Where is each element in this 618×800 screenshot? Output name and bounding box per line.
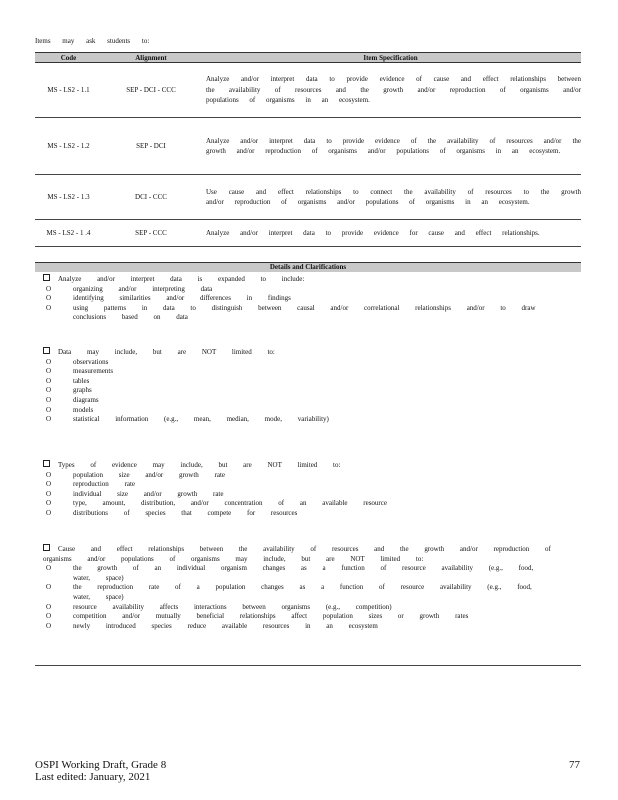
bullet-icon — [43, 274, 50, 281]
list-item: O diagrams — [46, 395, 99, 404]
code-cell: MS - LS2 - 1.2 — [35, 118, 102, 175]
intro-text: Items may ask students to: — [35, 37, 150, 45]
spec-cell: Analyze and/or interpret data to provide evidence of cause and effect relationships between the availability of resources and the growth and/or reproduction of organisms and/or populations of organisms in an ecosystem. — [206, 75, 581, 105]
list-item: O type, amount, distribution, and/or concentration of an available resource — [46, 499, 387, 508]
table-row — [35, 220, 581, 247]
spec-header: Item Specification — [200, 53, 581, 63]
list-item: O population size and/or growth rate — [46, 470, 226, 479]
data-section — [43, 347, 563, 425]
details-header: Details and Clarifications — [35, 262, 581, 272]
cause-effect-section — [43, 544, 563, 631]
list-item: O newly introduced species reduce available resources in an ecosystem — [46, 621, 378, 630]
list-item: O resource availability affects interactions between organisms (e.g., competition) — [46, 602, 392, 611]
footer — [35, 759, 166, 783]
alignment-cell: DCI - CCC — [102, 175, 200, 220]
list-item: O measurements — [46, 367, 114, 376]
list-item: O reproduction rate — [46, 480, 136, 489]
spec-cell: Analyze and/or interpret data to provide evidence of the availability of resources and/or the growth and/or reproduction of organisms and/or populations of organisms in an ecosystem. — [206, 136, 581, 155]
list-item: O using patterns in data to distinguish between causal and/or correlational relationships and/or to draw conclusions based on data — [46, 303, 536, 322]
spec-cell: Use cause and effect relationships to connect the availability of resources to the growth and/or reproduction of organisms and/or populations of organisms in an ecosystem. — [206, 187, 581, 206]
bullet-icon — [43, 460, 50, 467]
evidence-section — [43, 460, 563, 519]
code-cell: MS - LS2 - 1.1 — [35, 63, 102, 118]
alignment-cell: SEP - CCC — [102, 220, 200, 247]
list-item: O the growth of an individual organism changes as a function of resource availability (e.g., food, water, space) — [46, 564, 534, 582]
page-number: 77 — [569, 759, 580, 771]
spec-cell: Analyze and/or interpret data to provide evidence for cause and effect relationships. — [206, 228, 540, 237]
list-item: O observations — [46, 357, 109, 366]
footer-edited: Last edited: January, 2021 — [35, 771, 151, 783]
table-header-row — [35, 53, 581, 63]
section-lead: Data may include, but are NOT limited to: — [58, 348, 275, 356]
code-header: Code — [35, 53, 102, 63]
bullet-icon — [43, 544, 50, 551]
list-item: O individual size and/or growth rate — [46, 489, 224, 498]
code-cell: MS - LS2 - 1.3 — [35, 175, 102, 220]
list-item: O distributions of species that compete for resources — [46, 508, 298, 517]
analyze-section — [43, 274, 563, 323]
table-row — [35, 118, 581, 175]
list-item: O the reproduction rate of a population changes as a function of resource availability (e.g., food, water, space) — [46, 583, 532, 601]
table-row — [35, 175, 581, 220]
alignment-cell: SEP - DCI - CCC — [102, 63, 200, 118]
code-cell: MS - LS2 - 1 .4 — [35, 220, 102, 247]
bottom-rule — [35, 665, 581, 666]
bullet-icon — [43, 347, 50, 354]
footer-title: OSPI Working Draft, Grade 8 — [35, 759, 167, 771]
list-item: O statistical information (e.g., mean, median, mode, variability) — [46, 415, 329, 424]
item-specification-table — [35, 52, 581, 247]
list-item: O competition and/or mutually beneficial relationships affect population sizes or growth rates — [46, 612, 469, 621]
section-lead: Cause and effect relationships between the availability of resources and the growth and/or reproduction of organisms and/or populations of organisms may include, but are NOT limited to: — [43, 545, 551, 563]
alignment-cell: SEP - DCI — [102, 118, 200, 175]
section-lead: Types of evidence may include, but are NOT limited to: — [58, 461, 341, 469]
alignment-header: Alignment — [102, 53, 200, 63]
list-item: O models — [46, 405, 94, 414]
list-item: O graphs — [46, 386, 92, 395]
section-lead: Analyze and/or interpret data is expanded to include: — [58, 275, 305, 283]
list-item: O tables — [46, 376, 90, 385]
list-item: O organizing and/or interpreting data — [46, 284, 213, 293]
table-row — [35, 63, 581, 118]
list-item: O identifying similarities and/or differences in findings — [46, 294, 291, 303]
